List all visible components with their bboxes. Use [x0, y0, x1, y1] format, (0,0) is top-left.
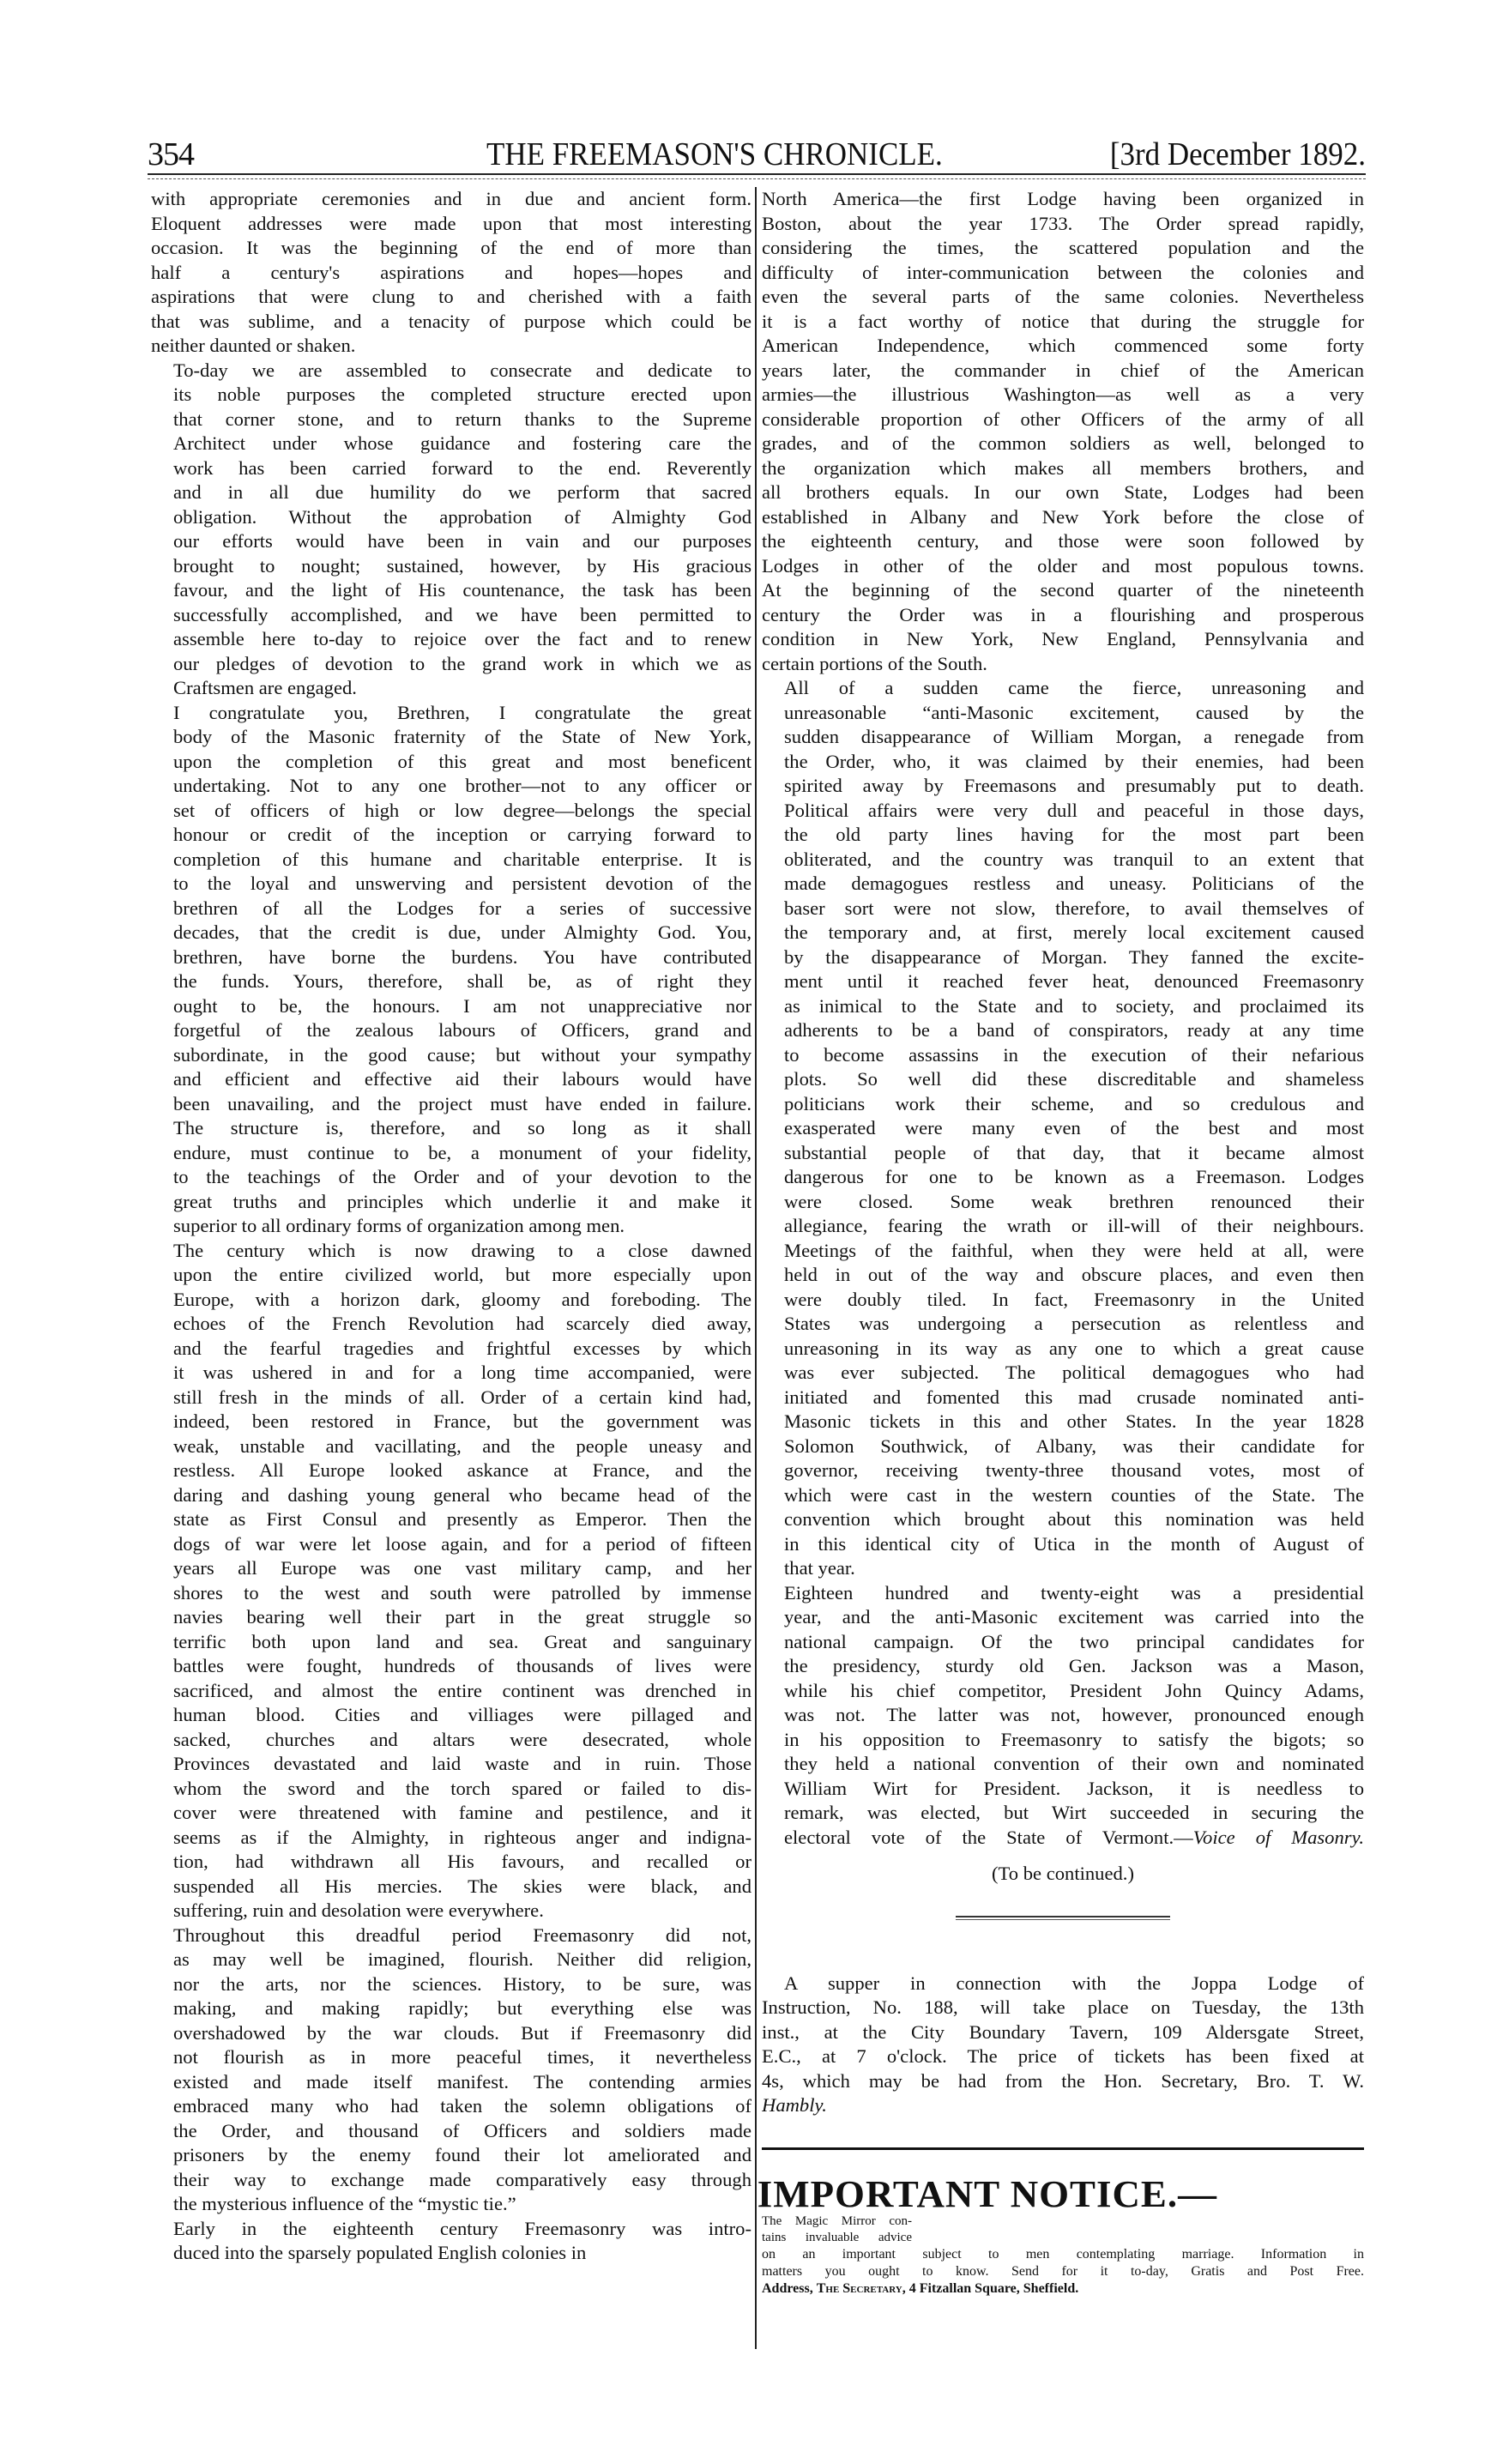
text-line: brethren, have borne the burdens. You have contributed	[173, 945, 751, 968]
text-line: to become assassins in the execution of their nefarious	[784, 1043, 1364, 1066]
text-line: condition in New York, New England, Pennsylvania and	[762, 628, 1364, 649]
paragraph	[762, 1581, 1364, 1851]
advert-headline: IMPORTANT NOTICE.—	[757, 2172, 1218, 2215]
text-line: initiated and fomented this mad crusade nominated anti-	[784, 1386, 1364, 1408]
text-line: subordinate, in the good cause; but without your sympathy	[173, 1043, 751, 1066]
text-line: Throughout this dreadful period Freemasonry did not,	[173, 1923, 751, 1946]
text-line: half a century's aspirations and hopes—hopes and	[151, 261, 751, 283]
notice-signature: Hambly.	[762, 2094, 827, 2116]
text-line: brought to nought; sustained, however, by His gracious	[173, 554, 751, 577]
text-line: All of a sudden came the fierce, unreasoning and	[784, 677, 1364, 698]
text-line: as inimical to the State and to society, and proclaimed its	[784, 994, 1364, 1017]
text-line: century the Order was in a flourishing and prosperous	[762, 603, 1364, 625]
text-line: while his chief competitor, President John Quincy Adams,	[784, 1679, 1364, 1701]
text-line: held in out of the way and obscure places, and even then	[784, 1264, 1364, 1285]
text-line: A supper in connection with the Joppa Lodge of	[784, 1972, 1364, 1994]
text-line: favour, and the light of His countenance, the task has been	[173, 579, 751, 601]
spacer	[762, 1920, 1364, 1972]
text-line: national campaign. Of the two principal candidates for	[784, 1630, 1364, 1652]
text-line: still fresh in the minds of all. Order of a certain kind had,	[173, 1386, 751, 1408]
text-line: that corner stone, and to return thanks to the Supreme	[173, 408, 751, 430]
text-line: American Independence, which commenced some forty	[762, 335, 1364, 356]
text-line: cover were threatened with famine and pestilence, and it	[173, 1802, 751, 1823]
text-line: weak, unstable and vacillating, and the people uneasy and	[173, 1434, 751, 1457]
closing-text: electoral vote of the State of Vermont.—	[784, 1826, 1193, 1848]
text-line: Solomon Southwick, of Albany, was their candidate for	[784, 1434, 1364, 1457]
text-line: The structure is, therefore, and so long as it shall	[173, 1117, 751, 1138]
text-line: Meetings of the faithful, when they were held at all, were	[784, 1239, 1364, 1261]
text-line: our efforts would have been in vain and our purposes	[173, 530, 751, 552]
text-line: sacked, churches and altars were desecrated, whole	[173, 1728, 751, 1750]
text-line: the Order, who, it was claimed by their enemies, had been	[784, 750, 1364, 772]
advert-line-2: matters you ought to know. Send for it to-day, Gratis and Post Free.	[762, 2263, 1364, 2279]
text-line: battles were fought, hundreds of thousands of lives were	[173, 1655, 751, 1676]
text-line: difficulty of inter-communication between the colonies and	[762, 261, 1364, 283]
text-line: superior to all ordinary forms of organization among men.	[173, 1215, 625, 1236]
paragraph	[151, 187, 751, 359]
text-line: the organization which makes all members brothers, and	[762, 456, 1364, 479]
text-line-with-attribution	[762, 1826, 1364, 1851]
text-line: North America—the first Lodge having been organized in	[762, 188, 1364, 209]
text-line: with appropriate ceremonies and in due and ancient form.	[151, 188, 751, 209]
source-attribution: Voice of Masonry.	[1192, 1826, 1364, 1848]
paragraph	[151, 359, 751, 701]
text-line: it was ushered in and for a long time accompanied, were	[173, 1362, 751, 1383]
advert-address	[762, 2280, 1364, 2298]
text-line: great truths and principles which underlie it and make it	[173, 1190, 751, 1212]
text-line: At the beginning of the second quarter of the nineteenth	[762, 579, 1364, 601]
text-line: inst., at the City Boundary Tavern, 109 Aldersgate Street,	[762, 2020, 1364, 2043]
text-line: in this identical city of Utica in the month of August of	[784, 1532, 1364, 1555]
text-line: Early in the eighteenth century Freemasonry was intro-	[173, 2217, 751, 2239]
text-line: the presidency, sturdy old Gen. Jackson was a Mason,	[784, 1655, 1364, 1676]
text-line: the old party lines having for the most part been	[784, 824, 1364, 845]
text-line: navies bearing well their part in the great struggle so	[173, 1606, 751, 1628]
text-line: certain portions of the South.	[762, 652, 987, 674]
text-line: remark, was elected, but Wirt succeeded in securing the	[784, 1802, 1364, 1823]
text-line: decades, that the credit is due, under Almighty God. You,	[173, 921, 751, 943]
text-line: convention which brought about this nomination was held	[784, 1508, 1364, 1530]
text-line: Architect under whose guidance and fostering care the	[173, 432, 751, 454]
text-line: Masonic tickets in this and other States. In the year 1828	[784, 1410, 1364, 1432]
text-line: been unavailing, and the project must have ended in failure.	[173, 1092, 751, 1114]
text-line: to the teachings of the Order and of your devotion to the	[173, 1166, 751, 1187]
text-line: its noble purposes the completed structure erected upon	[173, 383, 751, 405]
text-line: restless. All Europe looked askance at France, and the	[173, 1459, 751, 1481]
text-line: undertaking. Not to any one brother—not to any officer or	[173, 775, 751, 796]
text-line: they held a national convention of their own and nominated	[784, 1753, 1364, 1774]
text-line: whom the sword and the torch spared or failed to dis-	[173, 1777, 751, 1799]
text-line: set of officers of high or low degree—belongs the special	[173, 799, 751, 821]
paragraph	[762, 187, 1364, 676]
text-line: the mysterious influence of the “mystic tie.”	[173, 2193, 516, 2214]
text-line: unreasonable “anti-Masonic excitement, caused by the	[784, 701, 1364, 723]
text-line: state as First Consul and presently as Emperor. Then the	[173, 1508, 751, 1530]
advert-address-name: The Secretary,	[816, 2280, 906, 2296]
newspaper-title: THE FREEMASON'S CHRONICLE.	[486, 136, 943, 172]
text-line: suffering, ruin and desolation were everywhere.	[173, 1899, 544, 1921]
text-line: considering the times, the scattered population and the	[762, 237, 1364, 258]
text-line: their way to exchange made comparatively easy through	[173, 2168, 751, 2190]
text-line: Eighteen hundred and twenty-eight was a presidential	[784, 1581, 1364, 1603]
text-line: seems as if the Almighty, in righteous anger and indigna-	[173, 1826, 751, 1848]
column-divider	[755, 187, 757, 2349]
text-line: year, and the anti-Masonic excitement was carried into the	[784, 1606, 1364, 1628]
text-line: considerable proportion of other Officers of the army of all	[762, 408, 1364, 430]
text-line: politicians work their scheme, and so credulous and	[784, 1092, 1364, 1114]
advert-headline-row	[757, 2172, 1364, 2246]
text-line: existed and made itself manifest. The contending armies	[173, 2070, 751, 2093]
text-line: not flourish as in more peaceful times, it nevertheless	[173, 2046, 751, 2068]
article-continuation	[762, 187, 1364, 1850]
text-line: the funds. Yours, therefore, shall be, as of right they	[173, 970, 751, 992]
masthead-rule	[148, 173, 1366, 175]
text-line: To-day we are assembled to consecrate and dedicate to	[173, 359, 751, 381]
page-number: 354	[148, 136, 194, 172]
text-line: indeed, been restored in France, but the government was	[173, 1410, 751, 1432]
text-line: our pledges of devotion to the grand work in which we as	[173, 652, 751, 674]
text-line: Political affairs were very dull and peaceful in those days,	[784, 799, 1364, 821]
text-line: the eighteenth century, and those were soon followed by	[762, 530, 1364, 552]
text-line: even the several parts of the same colonies. Nevertheless	[762, 286, 1364, 307]
text-line: adherents to be a band of conspirators, ready at any time	[784, 1019, 1364, 1041]
text-line: made demagogues restless and uneasy. Politicians of the	[784, 873, 1364, 894]
text-line: duced into the sparsely populated English colonies in	[173, 2242, 587, 2263]
advert-side-line-2: tains invaluable advice	[762, 2230, 912, 2244]
text-line: brethren of all the Lodges for a series of successive	[173, 897, 751, 919]
paragraph	[151, 1923, 751, 2217]
text-line: successfully accomplished, and we have been permitted to	[173, 603, 751, 625]
text-line: it is a fact worthy of notice that during the struggle for	[762, 310, 1364, 332]
text-line: obligation. Without the approbation of Almighty God	[173, 505, 751, 528]
text-line: work has been carried forward to the end. Reverently	[173, 456, 751, 479]
text-line: to the loyal and unswerving and persistent devotion of the	[173, 873, 751, 894]
text-line: and efficient and effective aid their labours would have	[173, 1068, 751, 1090]
text-line: ought to be, the honours. I am not unappreciative nor	[173, 994, 751, 1017]
advert-line-1: on an important subject to men contemplating marriage. Information in	[762, 2246, 1364, 2262]
text-line: echoes of the French Revolution had scarcely died away,	[173, 1313, 751, 1334]
text-line: Instruction, No. 188, will take place on Tuesday, the 13th	[762, 1996, 1364, 2018]
masthead-rule-secondary	[148, 178, 1366, 179]
text-line: was not. The latter was not, however, pronounced enough	[784, 1704, 1364, 1725]
text-line: daring and dashing young general who became head of the	[173, 1483, 751, 1506]
text-line: endure, must continue to be, a monument of your fidelity,	[173, 1141, 751, 1163]
text-line: The century which is now drawing to a close dawned	[173, 1239, 751, 1261]
text-line: terrific both upon land and sea. Great and sanguinary	[173, 1630, 751, 1652]
text-line: allegiance, fearing the wrath or ill-will of their neighbours.	[784, 1215, 1364, 1236]
supper-notice	[762, 1972, 1364, 2118]
advert-address-rest: 4 Fitzallan Square, Sheffield.	[908, 2280, 1079, 2296]
text-line: the Order, and thousand of Officers and soldiers made	[173, 2119, 751, 2141]
text-line: William Wirt for President. Jackson, it is needless to	[784, 1777, 1364, 1799]
text-line: Boston, about the year 1733. The Order spread rapidly,	[762, 212, 1364, 234]
text-line: spirited away by Freemasons and presumably put to death.	[784, 775, 1364, 796]
text-line: and the fearful tragedies and frightful excesses by which	[173, 1337, 751, 1359]
text-line: in his opposition to Freemasonry to satisfy the bigots; so	[784, 1728, 1364, 1750]
text-line: exasperated were many even of the best and most	[784, 1117, 1364, 1138]
text-line: that was sublime, and a tenacity of purpose which could be	[151, 310, 751, 332]
text-line: armies—the illustrious Washington—as well as a very	[762, 383, 1364, 405]
advert-side-line-1: The Magic Mirror con-	[762, 2213, 912, 2228]
text-line: upon the entire civilized world, but more especially upon	[173, 1264, 751, 1285]
text-line: occasion. It was the beginning of the end of more than	[151, 237, 751, 258]
text-line: upon the completion of this great and most beneficent	[173, 750, 751, 772]
text-line: years later, the commander in chief of the American	[762, 359, 1364, 381]
text-line: was ever subjected. The political demagogues who had	[784, 1362, 1364, 1383]
text-line: Lodges in other of the older and most populous towns.	[762, 554, 1364, 577]
text-line: baser sort were not slow, therefore, to avail themselves of	[784, 897, 1364, 919]
text-line: Europe, with a horizon dark, gloomy and foreboding. The	[173, 1288, 751, 1310]
text-line: prisoners by the enemy found their lot ameliorated and	[173, 2144, 751, 2165]
issue-date: [3rd December 1892.	[1109, 136, 1366, 172]
text-line: sudden disappearance of William Morgan, a renegade from	[784, 726, 1364, 747]
text-line: which were cast in the western counties of the State. The	[784, 1483, 1364, 1506]
text-line: dogs of war were let loose again, and for a period of fifteen	[173, 1532, 751, 1555]
text-line: States was undergoing a persecution as relentless and	[784, 1313, 1364, 1334]
text-line: neither daunted or shaken.	[151, 335, 356, 356]
text-line: governor, receiving twenty-three thousand votes, most of	[784, 1459, 1364, 1481]
text-line: embraced many who had taken the solemn obligations of	[173, 2095, 751, 2117]
text-line: unreasoning in its way as any one to which a great cause	[784, 1337, 1364, 1359]
text-line: substantial people of that day, that it became almost	[784, 1141, 1364, 1163]
text-line: Craftsmen are engaged.	[173, 677, 357, 698]
text-line: 4s, which may be had from the Hon. Secretary, Bro. T. W.	[762, 2069, 1364, 2092]
text-line: nor the arts, nor the sciences. History, to be sure, was	[173, 1972, 751, 1995]
text-line: sacrificed, and almost the entire continent was drenched in	[173, 1679, 751, 1701]
paragraph	[151, 1239, 751, 1923]
text-line: Eloquent addresses were made upon that most interesting	[151, 212, 751, 234]
text-line: plots. So well did these discreditable and shameless	[784, 1068, 1364, 1090]
text-line: assemble here to-day to rejoice over the fact and to renew	[173, 628, 751, 649]
text-line: that year.	[784, 1557, 855, 1579]
advertisement	[757, 2172, 1364, 2298]
text-line: dangerous for one to be known as a Freemason. Lodges	[784, 1166, 1364, 1187]
text-line: human blood. Cities and villiages were pillaged and	[173, 1704, 751, 1725]
text-line: grades, and of the common soldiers as well, belonged to	[762, 432, 1364, 454]
text-line: by the disappearance of Morgan. They fanned the excite-	[784, 945, 1364, 968]
text-line: as may well be imagined, flourish. Neither did religion,	[173, 1948, 751, 1970]
text-line: established in Albany and New York before the close of	[762, 505, 1364, 528]
text-line: aspirations that were clung to and cherished with a faith	[151, 286, 751, 307]
masthead	[148, 136, 1366, 175]
advert-rule	[762, 2147, 1364, 2150]
text-line: all brothers equals. In our own State, Lodges had been	[762, 481, 1364, 503]
paragraph	[151, 2217, 751, 2266]
text-line: ment until it reached fever heat, denounced Freemasonry	[784, 970, 1364, 992]
text-line: obliterated, and the country was tranquil to an extent that	[784, 848, 1364, 870]
text-line: I congratulate you, Brethren, I congratulate the great	[173, 701, 751, 723]
text-line: forgetful of the zealous labours of Officers, grand and	[173, 1019, 751, 1041]
text-line: body of the Masonic fraternity of the State of New York,	[173, 726, 751, 747]
text-line: overshadowed by the war clouds. But if Freemasonry did	[173, 2021, 751, 2044]
text-line: completion of this humane and charitable enterprise. It is	[173, 848, 751, 870]
text-line: suspended all His mercies. The skies were black, and	[173, 1875, 751, 1897]
text-line: were doubly tiled. In fact, Freemasonry in the United	[784, 1288, 1364, 1310]
text-line: Provinces devastated and laid waste and in ruin. Those	[173, 1753, 751, 1774]
to-be-continued: (To be continued.)	[992, 1863, 1134, 1884]
text-line: and in all due humility do we perform that sacred	[173, 481, 751, 503]
text-line: the temporary and, at first, merely local excitement caused	[784, 921, 1364, 943]
text-line: shores to the west and south were patrolled by immense	[173, 1581, 751, 1603]
text-line: honour or credit of the inception or carrying forward to	[173, 824, 751, 845]
text-line: tion, had withdrawn all His favours, and recalled or	[173, 1851, 751, 1872]
left-column	[151, 187, 751, 2266]
text-line: years all Europe was one vast military camp, and her	[173, 1557, 751, 1579]
right-column	[757, 187, 1364, 2298]
advert-side-text	[762, 2213, 912, 2246]
text-line: E.C., at 7 o'clock. The price of tickets has been fixed at	[762, 2045, 1364, 2067]
text-line: were closed. Some weak brethren renounced their	[784, 1190, 1364, 1212]
paragraph	[762, 676, 1364, 1581]
paragraph	[151, 701, 751, 1239]
advert-address-label: Address,	[762, 2280, 813, 2296]
text-line: making, and making rapidly; but everything else was	[173, 1997, 751, 2019]
